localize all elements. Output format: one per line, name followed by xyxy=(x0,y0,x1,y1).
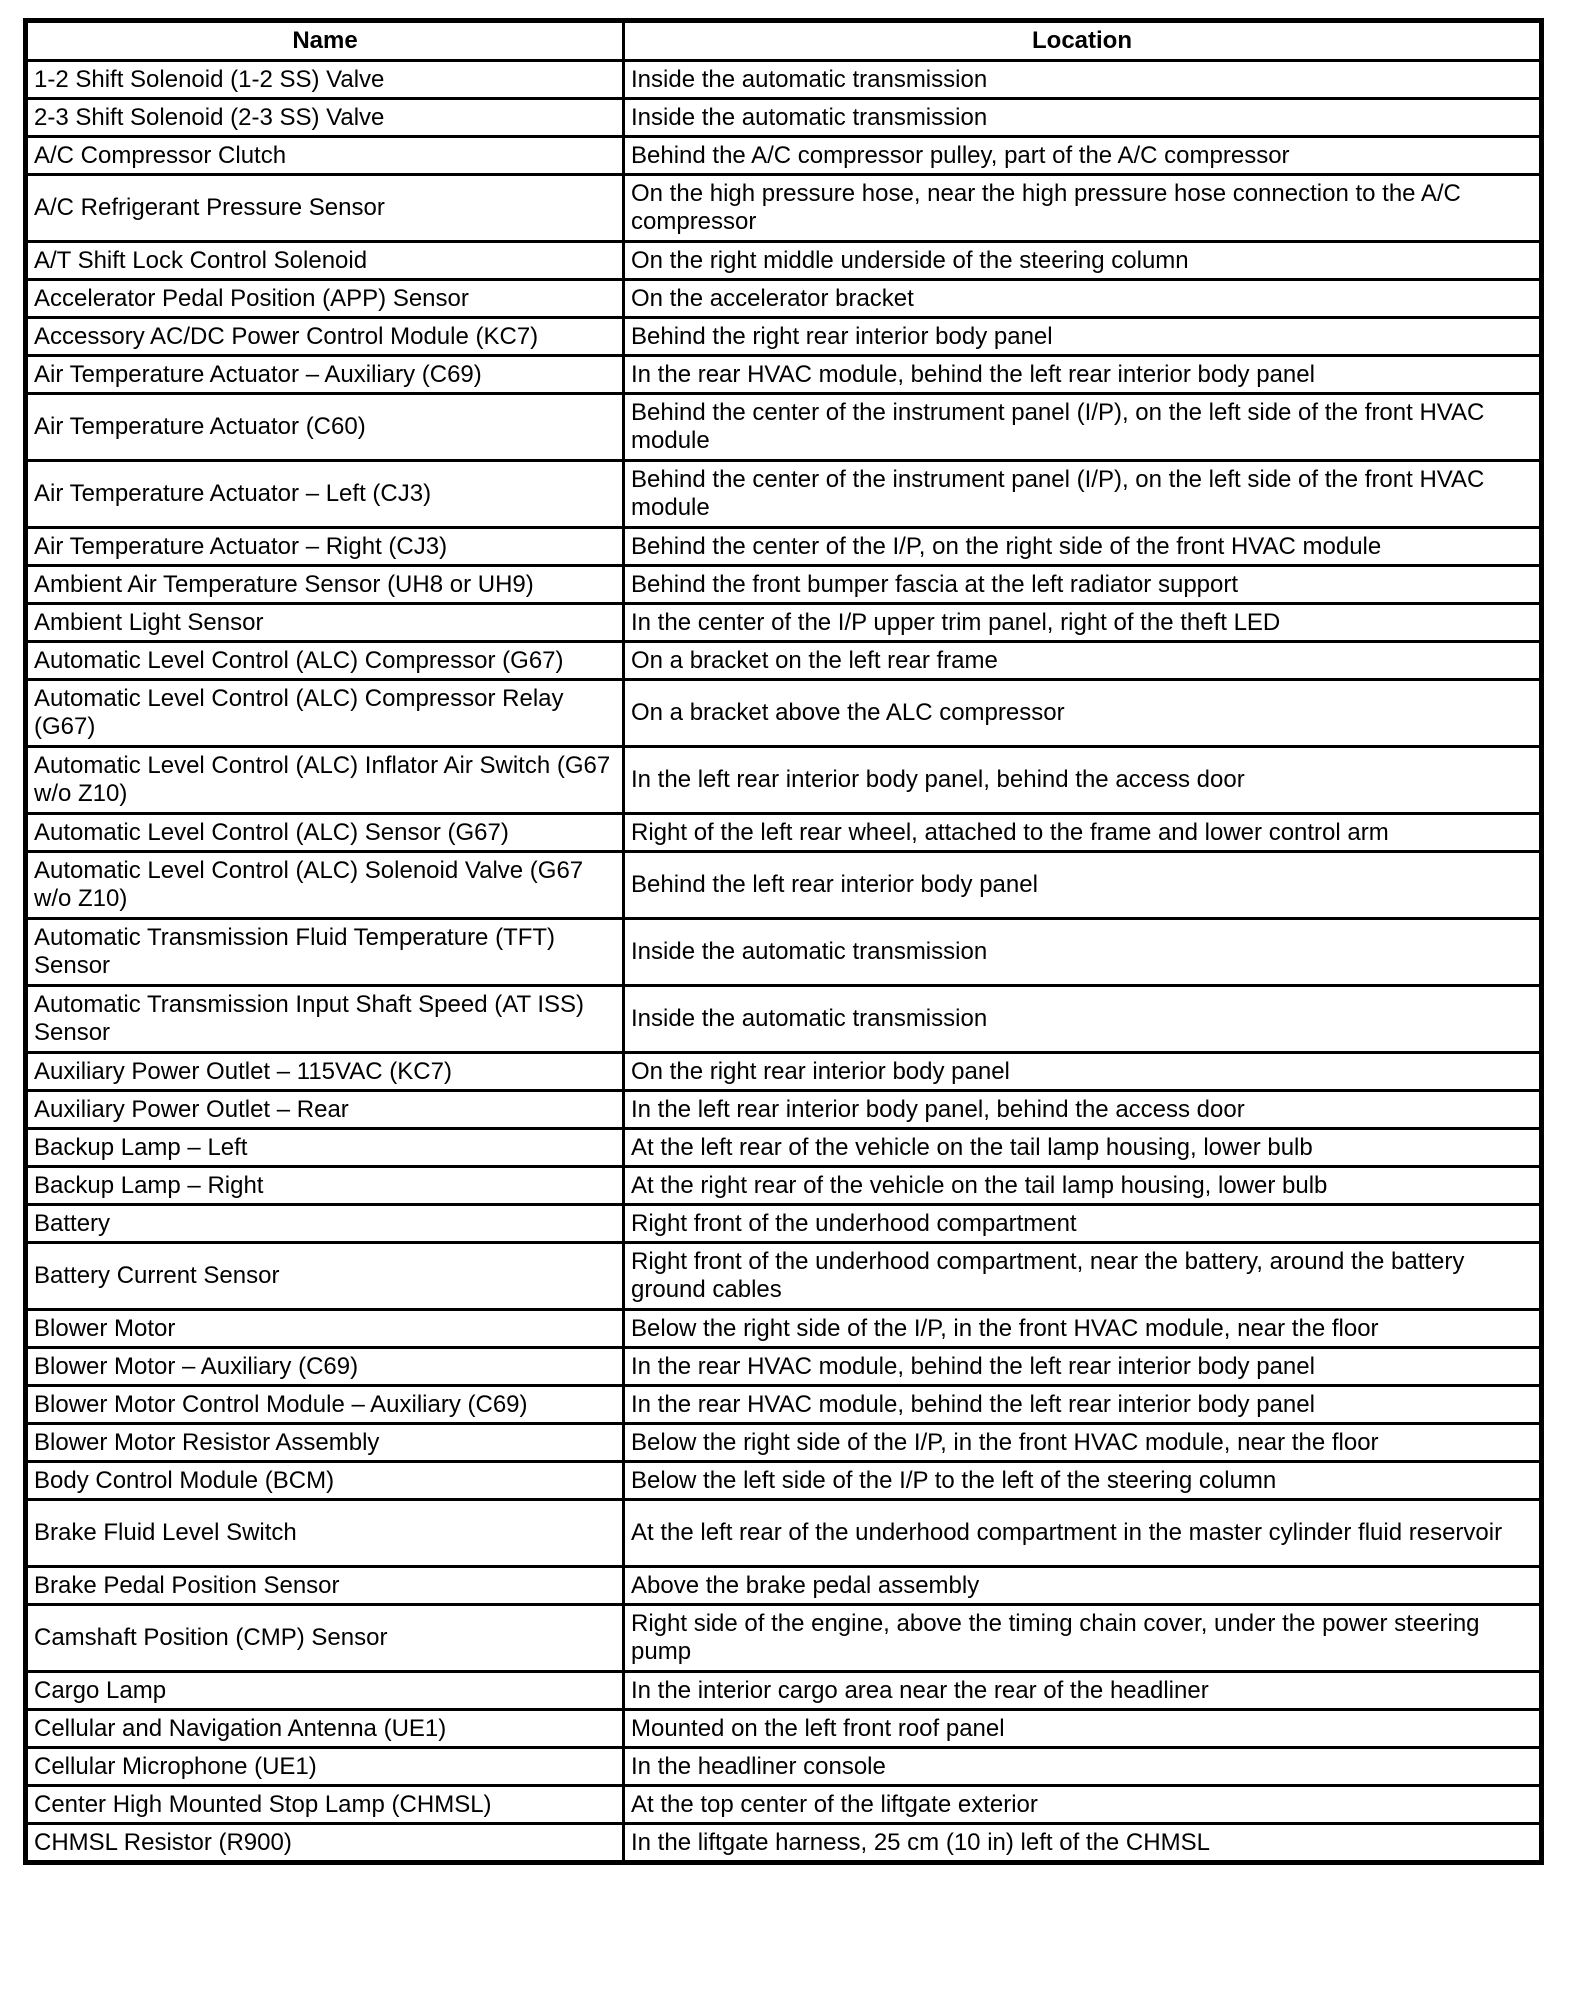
table-row xyxy=(26,852,1542,919)
name-cell: Automatic Level Control (ALC) Inflator Air Switch (G67 w/o Z10) xyxy=(26,747,624,814)
table-row xyxy=(26,528,1542,566)
table-row xyxy=(26,242,1542,280)
name-cell: Battery xyxy=(26,1205,624,1243)
name-cell: A/C Refrigerant Pressure Sensor xyxy=(26,175,624,242)
name-cell: Backup Lamp – Left xyxy=(26,1129,624,1167)
table-row xyxy=(26,1205,1542,1243)
table-row xyxy=(26,461,1542,528)
table-row xyxy=(26,1053,1542,1091)
name-cell: Air Temperature Actuator (C60) xyxy=(26,394,624,461)
table-row xyxy=(26,1710,1542,1748)
location-cell: In the left rear interior body panel, behind the access door xyxy=(624,747,1542,814)
name-cell: Blower Motor Control Module – Auxiliary (C69) xyxy=(26,1386,624,1424)
table-row xyxy=(26,642,1542,680)
table-row xyxy=(26,1748,1542,1786)
name-cell: Accelerator Pedal Position (APP) Sensor xyxy=(26,280,624,318)
name-cell: 1-2 Shift Solenoid (1-2 SS) Valve xyxy=(26,61,624,99)
table-row xyxy=(26,137,1542,175)
location-cell: At the left rear of the vehicle on the tail lamp housing, lower bulb xyxy=(624,1129,1542,1167)
name-cell: Ambient Light Sensor xyxy=(26,604,624,642)
table-row xyxy=(26,1567,1542,1605)
location-cell: Inside the automatic transmission xyxy=(624,61,1542,99)
location-cell: Above the brake pedal assembly xyxy=(624,1567,1542,1605)
table-row xyxy=(26,1129,1542,1167)
location-cell: In the interior cargo area near the rear of the headliner xyxy=(624,1672,1542,1710)
table-row xyxy=(26,1500,1542,1567)
table-row xyxy=(26,1091,1542,1129)
name-cell: Air Temperature Actuator – Auxiliary (C69) xyxy=(26,356,624,394)
name-cell: Automatic Transmission Input Shaft Speed (AT ISS) Sensor xyxy=(26,986,624,1053)
location-cell: Below the right side of the I/P, in the front HVAC module, near the floor xyxy=(624,1310,1542,1348)
name-cell: Camshaft Position (CMP) Sensor xyxy=(26,1605,624,1672)
location-cell: Behind the right rear interior body panel xyxy=(624,318,1542,356)
location-cell: Below the right side of the I/P, in the front HVAC module, near the floor xyxy=(624,1424,1542,1462)
name-cell: Automatic Transmission Fluid Temperature (TFT) Sensor xyxy=(26,919,624,986)
table-row xyxy=(26,61,1542,99)
table-row xyxy=(26,394,1542,461)
table-row xyxy=(26,814,1542,852)
location-cell: Behind the A/C compressor pulley, part of the A/C compressor xyxy=(624,137,1542,175)
name-cell: Automatic Level Control (ALC) Compressor (G67) xyxy=(26,642,624,680)
location-cell: On the high pressure hose, near the high pressure hose connection to the A/C compressor xyxy=(624,175,1542,242)
table-row xyxy=(26,680,1542,747)
column-header-name: Name xyxy=(26,21,624,61)
location-cell: Behind the left rear interior body panel xyxy=(624,852,1542,919)
location-cell: On the accelerator bracket xyxy=(624,280,1542,318)
name-cell: Automatic Level Control (ALC) Sensor (G67) xyxy=(26,814,624,852)
location-cell: Below the left side of the I/P to the left of the steering column xyxy=(624,1462,1542,1500)
location-cell: Inside the automatic transmission xyxy=(624,986,1542,1053)
table-header xyxy=(26,21,1542,61)
location-cell: On a bracket on the left rear frame xyxy=(624,642,1542,680)
table-body xyxy=(26,61,1542,1863)
name-cell: Blower Motor xyxy=(26,1310,624,1348)
name-cell: Accessory AC/DC Power Control Module (KC7) xyxy=(26,318,624,356)
location-cell: In the center of the I/P upper trim panel, right of the theft LED xyxy=(624,604,1542,642)
location-cell: In the headliner console xyxy=(624,1748,1542,1786)
name-cell: Automatic Level Control (ALC) Solenoid Valve (G67 w/o Z10) xyxy=(26,852,624,919)
table-row xyxy=(26,1824,1542,1863)
table-row xyxy=(26,175,1542,242)
location-cell: Behind the center of the I/P, on the right side of the front HVAC module xyxy=(624,528,1542,566)
table-row xyxy=(26,1167,1542,1205)
table-row xyxy=(26,747,1542,814)
location-cell: Right of the left rear wheel, attached to the frame and lower control arm xyxy=(624,814,1542,852)
table-row xyxy=(26,604,1542,642)
table-row xyxy=(26,356,1542,394)
name-cell: Cellular Microphone (UE1) xyxy=(26,1748,624,1786)
location-cell: In the rear HVAC module, behind the left rear interior body panel xyxy=(624,356,1542,394)
name-cell: Automatic Level Control (ALC) Compressor Relay (G67) xyxy=(26,680,624,747)
name-cell: Center High Mounted Stop Lamp (CHMSL) xyxy=(26,1786,624,1824)
table-row xyxy=(26,566,1542,604)
name-cell: Air Temperature Actuator – Right (CJ3) xyxy=(26,528,624,566)
location-cell: In the rear HVAC module, behind the left rear interior body panel xyxy=(624,1386,1542,1424)
location-cell: Mounted on the left front roof panel xyxy=(624,1710,1542,1748)
table-row xyxy=(26,986,1542,1053)
table-row xyxy=(26,1424,1542,1462)
header-row xyxy=(26,21,1542,61)
location-cell: Behind the center of the instrument panel (I/P), on the left side of the front HVAC module xyxy=(624,394,1542,461)
name-cell: A/T Shift Lock Control Solenoid xyxy=(26,242,624,280)
table-row xyxy=(26,1672,1542,1710)
component-location-table xyxy=(23,18,1544,1865)
name-cell: Body Control Module (BCM) xyxy=(26,1462,624,1500)
location-cell: Behind the center of the instrument panel (I/P), on the left side of the front HVAC module xyxy=(624,461,1542,528)
name-cell: Battery Current Sensor xyxy=(26,1243,624,1310)
name-cell: Ambient Air Temperature Sensor (UH8 or UH9) xyxy=(26,566,624,604)
name-cell: Brake Pedal Position Sensor xyxy=(26,1567,624,1605)
table-row xyxy=(26,318,1542,356)
table-row xyxy=(26,1786,1542,1824)
location-cell: On a bracket above the ALC compressor xyxy=(624,680,1542,747)
name-cell: Cellular and Navigation Antenna (UE1) xyxy=(26,1710,624,1748)
table-row xyxy=(26,919,1542,986)
location-cell: At the top center of the liftgate exterior xyxy=(624,1786,1542,1824)
location-cell: In the left rear interior body panel, behind the access door xyxy=(624,1091,1542,1129)
name-cell: Blower Motor Resistor Assembly xyxy=(26,1424,624,1462)
location-cell: Inside the automatic transmission xyxy=(624,99,1542,137)
location-cell: In the liftgate harness, 25 cm (10 in) left of the CHMSL xyxy=(624,1824,1542,1863)
name-cell: CHMSL Resistor (R900) xyxy=(26,1824,624,1863)
location-cell: At the left rear of the underhood compartment in the master cylinder fluid reservoir xyxy=(624,1500,1542,1567)
location-cell: Right side of the engine, above the timing chain cover, under the power steering pump xyxy=(624,1605,1542,1672)
location-cell: Right front of the underhood compartment xyxy=(624,1205,1542,1243)
name-cell: Auxiliary Power Outlet – Rear xyxy=(26,1091,624,1129)
location-cell: Inside the automatic transmission xyxy=(624,919,1542,986)
name-cell: Auxiliary Power Outlet – 115VAC (KC7) xyxy=(26,1053,624,1091)
table-row xyxy=(26,1243,1542,1310)
name-cell: Blower Motor – Auxiliary (C69) xyxy=(26,1348,624,1386)
table-row xyxy=(26,280,1542,318)
column-header-location: Location xyxy=(624,21,1542,61)
table-row xyxy=(26,1386,1542,1424)
name-cell: A/C Compressor Clutch xyxy=(26,137,624,175)
table-row xyxy=(26,1462,1542,1500)
table-row xyxy=(26,99,1542,137)
table-row xyxy=(26,1605,1542,1672)
location-cell: Right front of the underhood compartment, near the battery, around the battery ground cables xyxy=(624,1243,1542,1310)
name-cell: Cargo Lamp xyxy=(26,1672,624,1710)
name-cell: 2-3 Shift Solenoid (2-3 SS) Valve xyxy=(26,99,624,137)
location-cell: Behind the front bumper fascia at the left radiator support xyxy=(624,566,1542,604)
table-row xyxy=(26,1310,1542,1348)
name-cell: Air Temperature Actuator – Left (CJ3) xyxy=(26,461,624,528)
location-cell: In the rear HVAC module, behind the left rear interior body panel xyxy=(624,1348,1542,1386)
location-cell: At the right rear of the vehicle on the tail lamp housing, lower bulb xyxy=(624,1167,1542,1205)
name-cell: Backup Lamp – Right xyxy=(26,1167,624,1205)
location-cell: On the right rear interior body panel xyxy=(624,1053,1542,1091)
name-cell: Brake Fluid Level Switch xyxy=(26,1500,624,1567)
location-cell: On the right middle underside of the steering column xyxy=(624,242,1542,280)
table-row xyxy=(26,1348,1542,1386)
